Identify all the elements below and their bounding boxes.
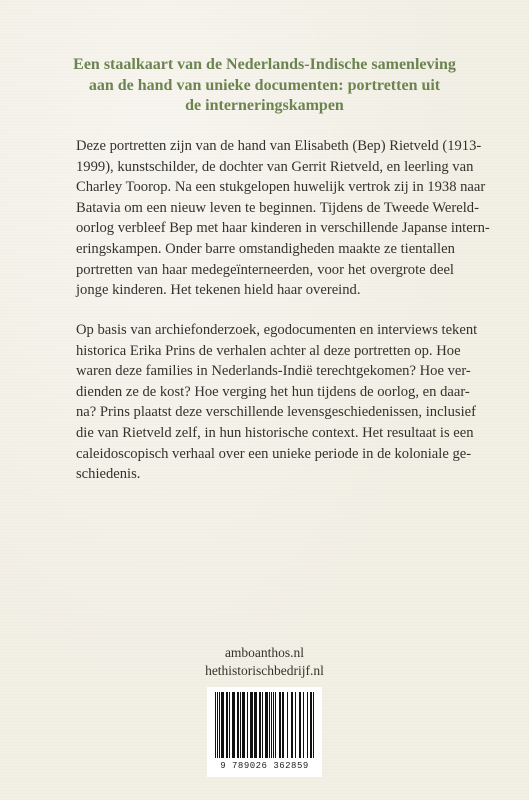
barcode-bar — [299, 692, 301, 758]
text-line: jonge kinderen. Het tekenen hield haar overeind. — [76, 282, 361, 299]
barcode-bar — [291, 692, 293, 758]
barcode-bar — [215, 692, 216, 758]
isbn-number: 9 789026 362859 — [220, 761, 309, 771]
barcode-bar — [226, 692, 228, 758]
barcode-bar — [254, 692, 257, 758]
text-line: portretten van haar medegeïnterneerden, voor het overgrote deel — [76, 261, 454, 278]
barcode-bar — [275, 692, 276, 758]
publisher-website-2: hethistorischbedrijf.nl — [205, 663, 324, 678]
barcode-bar — [271, 692, 272, 758]
blurb-paragraph-1 — [76, 136, 490, 301]
barcode-bars — [213, 692, 316, 758]
barcode-bar — [237, 692, 239, 758]
text-line: historica Erika Prins de verhalen achter al deze portretten op. Hoe — [76, 342, 461, 359]
text-line: Charley Toorop. Na een stukgelopen huwelijk vertrok zij in 1938 naar — [76, 179, 486, 196]
barcode-bar — [303, 692, 304, 758]
text-line: 1999), kunstschilder, de dochter van Gerrit Rietveld, en leerling van — [76, 158, 474, 175]
text-line: dienden ze de kost? Hoe verging het hun tijdens de oorlog, en daar- — [76, 383, 470, 400]
barcode-bar — [247, 692, 248, 758]
text-line: Op basis van archiefonderzoek, egodocumenten en interviews tekent — [76, 322, 478, 338]
barcode-bar — [217, 692, 218, 758]
barcode-bar — [313, 692, 314, 758]
text-line: oorlog verbleef Bep met haar kinderen in verschillende Japanse intern- — [76, 220, 490, 237]
barcode-bar — [221, 692, 224, 758]
text-line: caleidoscopisch verhaal over een unieke periode in de koloniale ge- — [76, 445, 472, 462]
tagline-line: de interneringskampen — [185, 97, 344, 114]
publisher-website-1: amboanthos.nl — [224, 645, 305, 660]
barcode-bar — [307, 692, 308, 758]
text-line: na? Prins plaatst deze verschillende levensgeschiedenissen, inclusief — [76, 404, 476, 421]
tagline-line: aan de hand van unieke documenten: portretten uit — [88, 76, 441, 94]
cover-tagline — [62, 55, 467, 117]
barcode-bar — [310, 692, 312, 758]
text-line: die van Rietveld zelf, in hun historische context. Het resultaat is een — [76, 424, 474, 441]
blurb-paragraph-2 — [76, 320, 478, 485]
text-line: waren deze families in Nederlands-Indië terechtgekomen? Hoe ver- — [76, 363, 471, 380]
tagline-line: Een staalkaart van de Nederlands-Indische samenleving — [73, 56, 456, 73]
barcode-bar — [259, 692, 261, 758]
barcode-bar — [265, 692, 268, 758]
barcode-bar — [240, 692, 241, 758]
text-line: eringskampen. Onder barre omstandigheden maakte ze tientallen — [76, 240, 455, 257]
isbn-barcode — [207, 687, 322, 777]
barcode-bar — [219, 692, 220, 758]
text-line: Batavia om een nieuw leven te beginnen. Tijdens de Tweede Wereld- — [76, 199, 479, 216]
barcode-bar — [269, 692, 270, 758]
barcode-bar — [295, 692, 296, 758]
barcode-bar — [229, 692, 230, 758]
text-line: Deze portretten zijn van de hand van Elisabeth (Bep) Rietveld (1913- — [76, 138, 482, 154]
barcode-bar — [250, 692, 253, 758]
barcode-bar — [262, 692, 263, 758]
barcode-bar — [287, 692, 288, 758]
text-line: schiedenis. — [76, 466, 141, 483]
barcode-bar — [279, 692, 281, 758]
barcode-bar — [232, 692, 235, 758]
barcode-bar — [242, 692, 245, 758]
barcode-bar — [273, 692, 274, 758]
barcode-bar — [282, 692, 284, 758]
